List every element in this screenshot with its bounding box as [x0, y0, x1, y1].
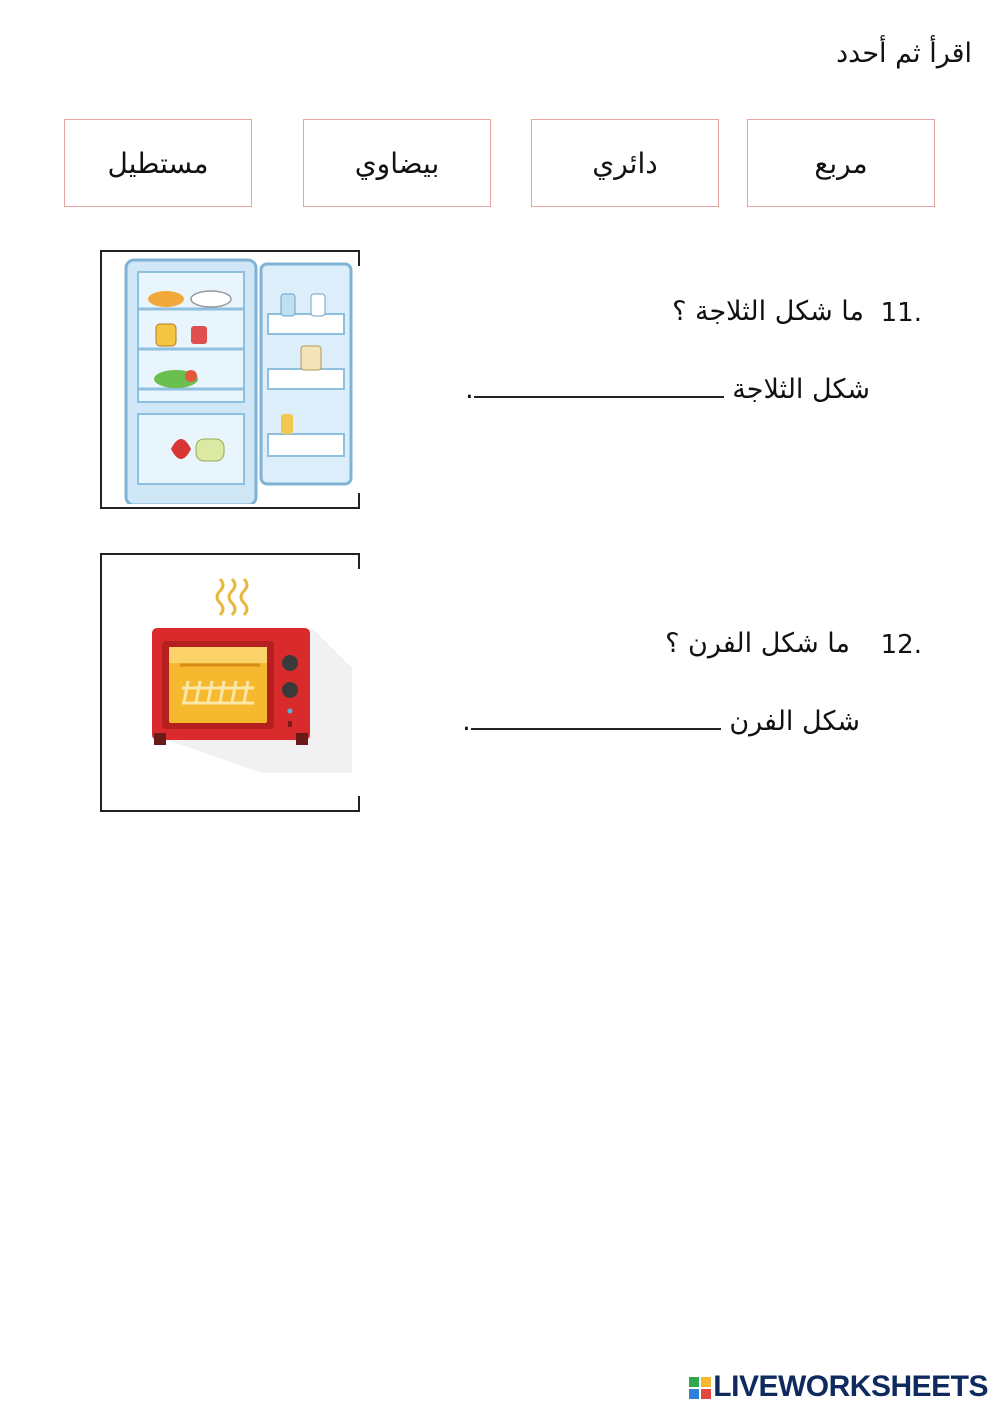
liveworksheets-logo-icon — [689, 1377, 711, 1399]
answer-line: شكل الثلاجة . — [465, 374, 870, 405]
question-number: 11. — [880, 298, 922, 328]
question-text: ما شكل الفرن ؟ — [665, 628, 850, 659]
choice-circular[interactable]: دائري — [531, 119, 719, 207]
answer-blank[interactable] — [474, 374, 724, 398]
fridge-icon — [116, 254, 356, 504]
oven-icon — [122, 573, 352, 793]
answer-prefix: شكل الفرن — [729, 706, 860, 737]
answer-blank[interactable] — [471, 706, 721, 730]
answer-prefix: شكل الثلاجة — [732, 374, 870, 405]
oven-image-frame — [100, 553, 359, 812]
answer-line: شكل الفرن . — [462, 706, 860, 737]
question-number: 12. — [880, 630, 922, 660]
brand-name: LIVEWORKSHEETS — [713, 1370, 988, 1403]
question-text: ما شكل الثلاجة ؟ — [672, 296, 864, 327]
instruction-title: اقرأ ثم أحدد — [836, 38, 972, 69]
fridge-image-frame — [100, 250, 359, 509]
choice-square[interactable]: مربع — [747, 119, 935, 207]
brand-footer[interactable] — [689, 1370, 988, 1404]
choice-oval[interactable]: بيضاوي — [303, 119, 491, 207]
choice-rectangle[interactable]: مستطيل — [64, 119, 252, 207]
